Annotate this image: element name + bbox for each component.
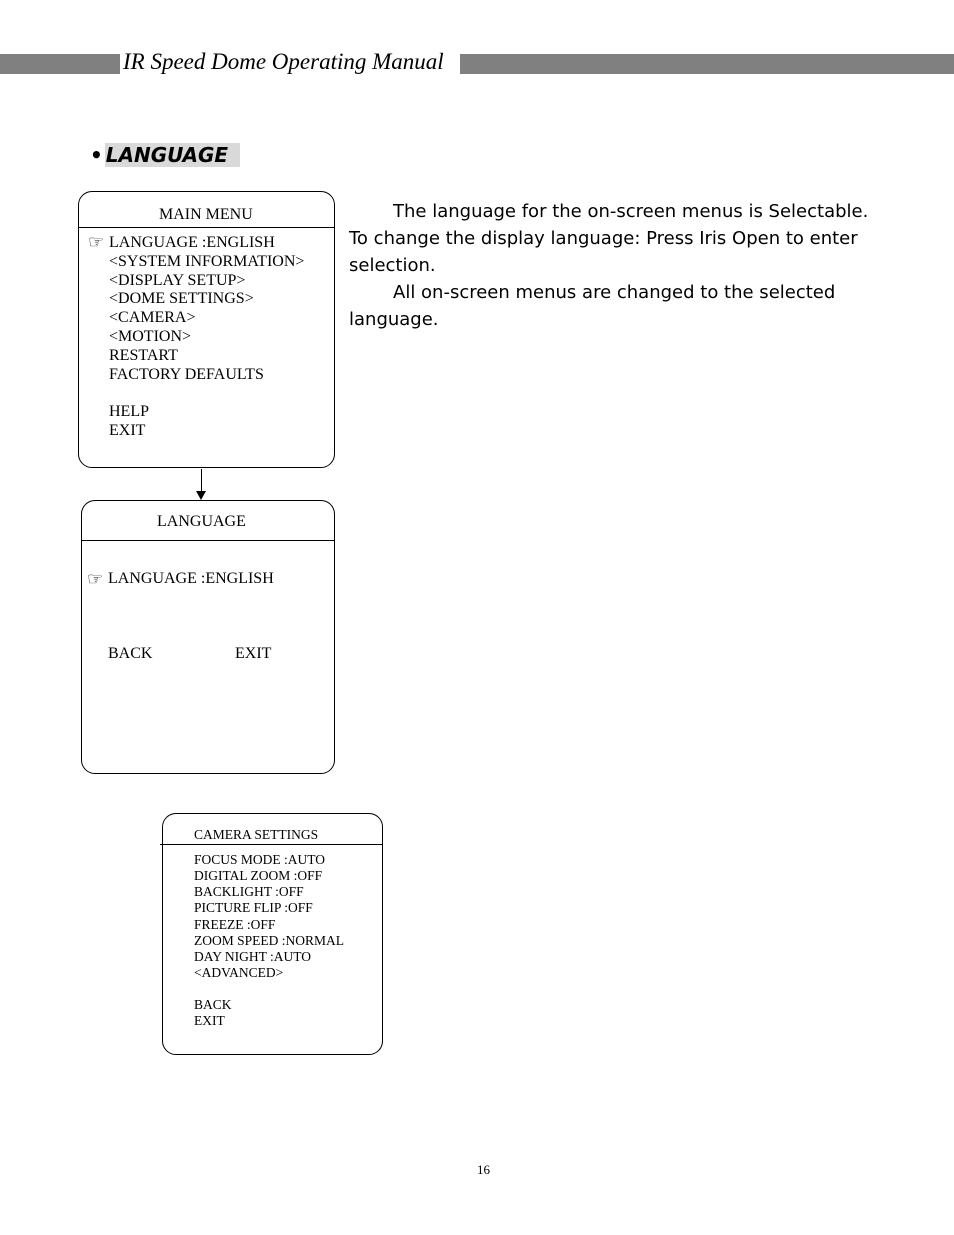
menu-item-day-night: DAY NIGHT :AUTO xyxy=(194,949,312,964)
menu-item-zoom-speed: ZOOM SPEED :NORMAL xyxy=(194,933,345,948)
main-menu-box xyxy=(78,191,335,468)
flow-arrow-line xyxy=(201,469,202,493)
header-bar-left xyxy=(0,54,120,74)
menu-item-freeze: FREEZE :OFF xyxy=(194,917,276,932)
menu-item-digital-zoom: DIGITAL ZOOM :OFF xyxy=(194,868,323,883)
main-menu-divider xyxy=(79,227,334,228)
pointing-hand-icon: ☞ xyxy=(88,232,105,252)
menu-item-language: LANGUAGE :ENGLISH xyxy=(108,570,274,587)
menu-item-system-information: <SYSTEM INFORMATION> xyxy=(109,253,305,270)
menu-item-camera: <CAMERA> xyxy=(109,309,196,326)
menu-item-dome-settings: <DOME SETTINGS> xyxy=(109,290,254,307)
header-bar-right xyxy=(460,54,954,74)
menu-item-factory-defaults: FACTORY DEFAULTS xyxy=(109,366,264,383)
menu-item-back: BACK xyxy=(194,997,232,1012)
menu-item-display-setup: <DISPLAY SETUP> xyxy=(109,272,246,289)
page-header-title: IR Speed Dome Operating Manual xyxy=(123,49,444,74)
body-paragraph: All on-screen menus are changed to the selected language. xyxy=(349,282,836,330)
menu-item-exit: EXIT xyxy=(194,1013,225,1028)
menu-item-focus-mode: FOCUS MODE :AUTO xyxy=(194,852,326,867)
section-heading-label: LANGUAGE xyxy=(105,143,240,167)
menu-item-exit: EXIT xyxy=(235,645,272,662)
camera-settings-title: CAMERA SETTINGS xyxy=(194,827,319,842)
camera-settings-divider xyxy=(160,844,382,845)
menu-item-picture-flip: PICTURE FLIP :OFF xyxy=(194,900,313,915)
pointing-hand-icon: ☞ xyxy=(87,569,104,589)
menu-item-language: LANGUAGE :ENGLISH xyxy=(109,234,275,251)
main-menu-title: MAIN MENU xyxy=(159,206,253,223)
menu-item-help: HELP xyxy=(109,403,149,420)
menu-item-backlight: BACKLIGHT :OFF xyxy=(194,884,304,899)
language-menu-box xyxy=(81,500,335,774)
menu-item-advanced: <ADVANCED> xyxy=(194,965,284,980)
menu-item-exit: EXIT xyxy=(109,422,146,439)
section-heading xyxy=(90,141,240,169)
language-menu-title: LANGUAGE xyxy=(157,513,246,530)
body-paragraph: The language for the on-screen menus is Selectable. To change the display language: Press Iris Open to enter selection. xyxy=(349,201,869,276)
camera-settings-box xyxy=(162,813,383,1055)
page-number: 16 xyxy=(477,1162,490,1177)
menu-item-back: BACK xyxy=(108,645,153,662)
bullet-glyph: • xyxy=(90,143,103,167)
language-menu-divider xyxy=(82,540,334,541)
menu-item-motion: <MOTION> xyxy=(109,328,192,345)
down-arrow-icon xyxy=(196,491,206,500)
body-text xyxy=(349,198,869,333)
menu-item-restart: RESTART xyxy=(109,347,178,364)
